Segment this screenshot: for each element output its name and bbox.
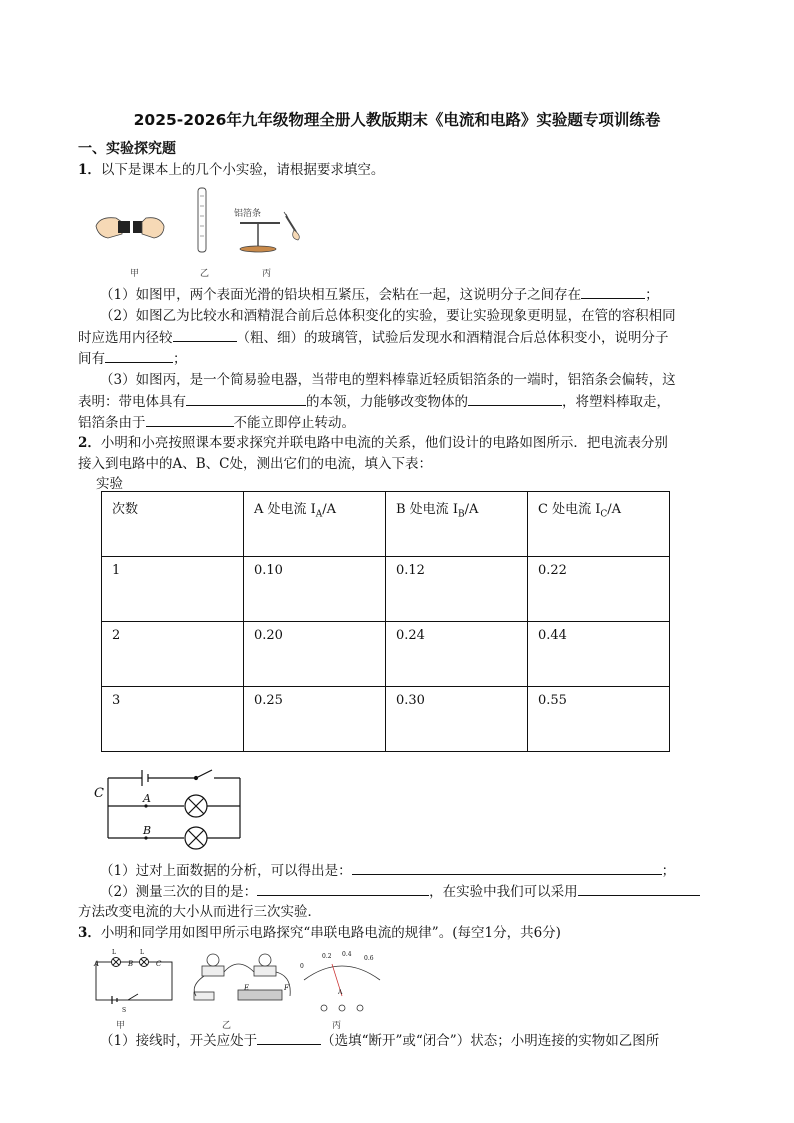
- svg-text:0.6: 0.6: [364, 955, 374, 962]
- fig3-label-a: 甲: [116, 1021, 126, 1031]
- table-cell: 3: [102, 687, 244, 752]
- table-header-row: [102, 492, 670, 557]
- fig1-label-b: 乙: [200, 269, 210, 279]
- answer-blank[interactable]: [186, 391, 306, 406]
- table-cell: 0.30: [386, 687, 528, 752]
- fig3-label-c: 丙: [332, 1021, 342, 1031]
- lead-blocks-illustration: [96, 218, 164, 238]
- svg-text:L: L: [140, 949, 144, 956]
- answer-blank[interactable]: [468, 391, 562, 406]
- table-cell: 0.24: [386, 622, 528, 687]
- table-cell: 0.12: [386, 557, 528, 622]
- answer-blank[interactable]: [352, 860, 662, 875]
- q1-part1: （1）如图甲，两个表面光滑的铅块相互紧压，会粘在一起，这说明分子之间存在 ；: [100, 284, 659, 305]
- answer-blank[interactable]: [578, 881, 700, 896]
- physical-setup-illustration: [194, 954, 290, 1000]
- header-cell: B 处电流 $I_B/A$: [386, 492, 528, 557]
- table-cell: 1: [102, 557, 244, 622]
- q3-stem: 3．小明和同学用如图甲所示电路探究“串联电路电流的规律”。(每空1分，共6分): [78, 925, 561, 941]
- svg-text:B: B: [128, 960, 134, 968]
- answer-blank[interactable]: [257, 881, 429, 896]
- circuit-label-c: C: [94, 786, 104, 801]
- answer-blank[interactable]: [581, 284, 645, 299]
- table-cell: 2: [102, 622, 244, 687]
- circuit-label-b: B: [143, 824, 152, 837]
- svg-text:0: 0: [300, 963, 304, 970]
- q2-part2-cont: 方法改变电流的大小从而进行三次实验．: [78, 904, 321, 920]
- svg-text:A: A: [94, 960, 100, 968]
- svg-text:S: S: [122, 1007, 127, 1014]
- q1-figure: [90, 186, 320, 276]
- answer-blank[interactable]: [257, 1030, 321, 1045]
- table-cell: 0.55: [528, 687, 670, 752]
- document-title: 2025-2026年九年级物理全册人教版期末《电流和电路》实验题专项训练卷: [133, 111, 661, 129]
- svg-text:F: F: [284, 984, 289, 992]
- table-caption: 实验: [96, 476, 123, 492]
- q3-part1: （1）接线时，开关应处于 （选填“断开”或“闭合”）状态；小明连接的实物如乙图所: [100, 1030, 659, 1051]
- foil-label: 铝箔条: [234, 209, 262, 219]
- current-data-table: [101, 491, 670, 752]
- q1-part3-line3: 铝箔条由于 不能立即停止转动。: [78, 412, 355, 433]
- q3-figures: [92, 946, 392, 1018]
- svg-text:0.2: 0.2: [322, 953, 332, 960]
- q2-stem-line2: 接入到电路中的A、B、C处，测出它们的电流，填入下表：: [78, 456, 432, 472]
- svg-text:L: L: [112, 949, 116, 956]
- table-cell: 0.10: [244, 557, 386, 622]
- header-cell: C 处电流 $I_C/A$: [528, 492, 670, 557]
- q1-part3-line2: 表明：带电体具有 的本领，力能够改变物体的 ，将塑料棒取走，: [78, 391, 670, 412]
- ammeter-dial-illustration: [304, 964, 380, 1011]
- table-cell: 0.20: [244, 622, 386, 687]
- q2-part2: （2）测量三次的目的是： ，在实验中我们可以采用: [100, 881, 700, 902]
- table-cell: 0.25: [244, 687, 386, 752]
- parallel-circuit-diagram: [90, 764, 250, 854]
- q1-part3-line1: （3）如图丙，是一个简易验电器，当带电的塑料棒靠近轻质铝箔条的一端时，铝箔条会偏转，这: [100, 372, 676, 388]
- svg-text:C: C: [156, 960, 162, 968]
- q1-stem: 1．以下是课本上的几个小实验，请根据要求填空。: [78, 162, 385, 178]
- circuit-label-a: A: [143, 792, 151, 805]
- table-row: [102, 622, 670, 687]
- svg-text:A: A: [338, 989, 343, 996]
- header-cell: 次数: [102, 492, 244, 557]
- fig3-label-b: 乙: [222, 1021, 232, 1031]
- fig1-label-a: 甲: [130, 269, 140, 279]
- table-row: [102, 557, 670, 622]
- answer-blank[interactable]: [105, 348, 173, 363]
- section-heading: 一、实验探究题: [78, 141, 176, 157]
- svg-text:0.4: 0.4: [342, 951, 352, 958]
- q2-stem-line1: 2．小明和小亮按照课本要求探究并联电路中电流的关系，他们设计的电路如图所示．把电流表分别: [78, 435, 668, 451]
- table-row: [102, 687, 670, 752]
- table-cell: 0.44: [528, 622, 670, 687]
- q2-part1: （1）过对上面数据的分析，可以得出是： ；: [100, 860, 675, 881]
- q1-part2-line1: （2）如图乙为比较水和酒精混合前后总体积变化的实验，要让实验现象更明显，在管的容积相同: [100, 308, 676, 324]
- glass-tube-illustration: [198, 188, 206, 252]
- answer-blank[interactable]: [146, 412, 234, 427]
- table-cell: 0.22: [528, 557, 670, 622]
- fig1-label-c: 丙: [262, 269, 272, 279]
- header-cell: A 处电流 $I_A/A$: [244, 492, 386, 557]
- answer-blank[interactable]: [173, 327, 237, 342]
- q1-part2-line3: 间有 ；: [78, 348, 187, 369]
- q1-part2-line2: 时应选用内径较 （粗、细）的玻璃管，试验后发现水和酒精混合后总体积变小，说明分子: [78, 327, 669, 348]
- svg-text:E: E: [244, 984, 250, 992]
